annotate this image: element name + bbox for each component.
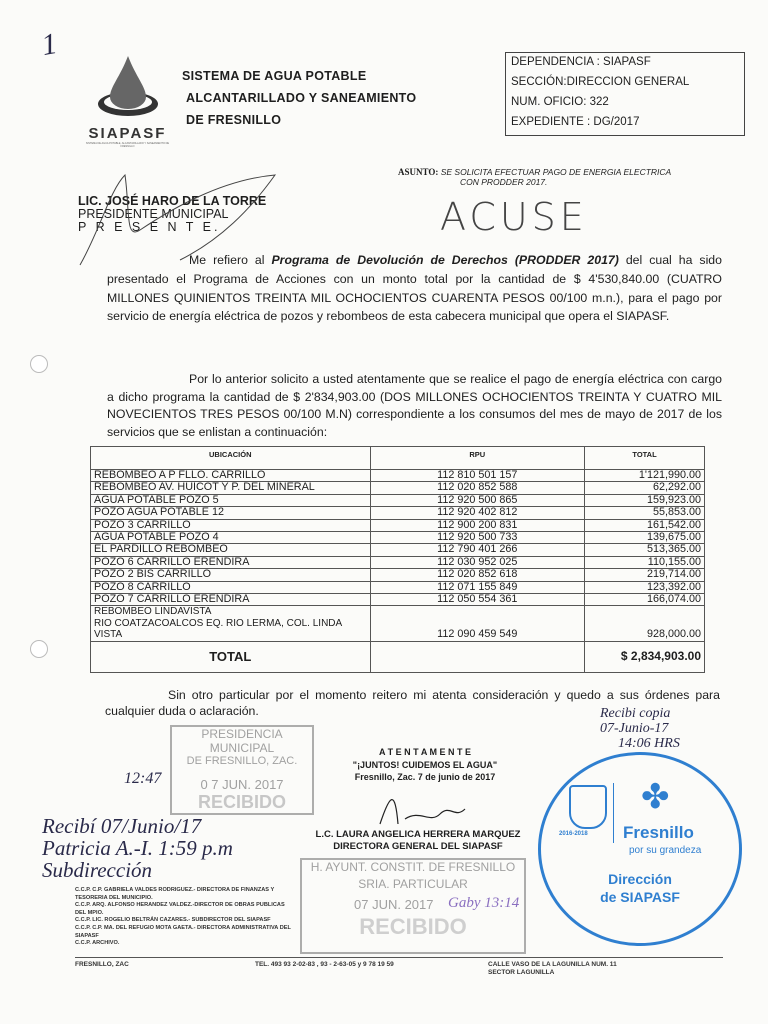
paragraph-2 bbox=[107, 371, 722, 441]
punch-hole bbox=[30, 355, 48, 373]
total-cell: 219,714.00 bbox=[585, 569, 705, 581]
subject-line-2: CON PRODDER 2017. bbox=[460, 177, 548, 187]
recibi-line-3: Subdirección bbox=[42, 858, 153, 882]
col-rpu: RPU bbox=[370, 447, 585, 470]
recibi-copia-3: 14:06 HRS bbox=[618, 736, 680, 751]
subject-label: ASUNTO: bbox=[398, 167, 439, 177]
rpu-cell: 112 020 852 618 bbox=[370, 569, 585, 581]
ccp-item: C.C.P. ARCHIVO. bbox=[75, 940, 120, 947]
ubicacion-cell: POZO 7 CARRILLO ERENDIRA bbox=[91, 594, 371, 606]
org-line-1: SISTEMA DE AGUA POTABLE bbox=[182, 69, 367, 83]
stamp-date: 0 7 JUN. 2017 bbox=[200, 777, 284, 792]
subject-line-1: SE SOLICITA EFECTUAR PAGO DE ENERGIA ELECTRICA bbox=[440, 167, 672, 177]
ccp-list bbox=[75, 887, 295, 948]
blue-brand: Fresnillo bbox=[623, 823, 694, 842]
p3-text: Sin otro particular por el momento reitero mi atenta consideración y quedo a sus órdenes para cualquier duda o aclaración. bbox=[105, 688, 720, 718]
org-line-2: ALCANTARILLADO Y SANEAMIENTO bbox=[186, 91, 417, 105]
logo-subtext: SISTEMA DE AGUA POTABLE, ALCANTARILLADO Y SANEAMIENTO DE FRESNILLO bbox=[85, 142, 170, 148]
siapasf-blue-stamp bbox=[538, 752, 742, 946]
footer-city: FRESNILLO, ZAC bbox=[75, 961, 129, 968]
rpu-cell: 112 920 500 865 bbox=[370, 494, 585, 506]
recibi-copia-1: Recibi copia bbox=[600, 706, 671, 721]
col-ubicacion: UBICACIÓN bbox=[91, 447, 371, 470]
ccp-item: C.C.P. C.P. MA. DEL REFUGIO MOTA GAETA.- DIRECTORA ADMINISTRATIVA DEL SIAPASF bbox=[75, 924, 291, 939]
addressee-title: PRESIDENTE MUNICIPAL bbox=[78, 207, 229, 221]
ayunt-line-1: H. AYUNT. CONSTIT. DE FRESNILLO bbox=[310, 860, 516, 874]
table-row bbox=[91, 544, 705, 556]
ccp-item: C.C.P. C.P. GABRIELA VALDES RODRIGUEZ.- DIRECTORA DE FINANZAS Y TESORERIA DEL MUNICIPIO. bbox=[75, 887, 275, 901]
stamp-line-2: DE FRESNILLO, ZAC. bbox=[186, 755, 298, 767]
total-cell: 62,292.00 bbox=[585, 482, 705, 494]
atentamente: A T E N T A M E N T E bbox=[379, 747, 471, 757]
handwritten-acuse: ACUSE bbox=[440, 195, 588, 239]
ayunt-date: 07 JUN. 2017 bbox=[354, 897, 434, 912]
total-cell: 55,853.00 bbox=[585, 507, 705, 519]
presente: P R E S E N T E. bbox=[78, 220, 221, 234]
blue-tagline: por su grandeza bbox=[629, 845, 702, 856]
seccion: SECCIÓN:DIRECCION GENERAL bbox=[511, 76, 690, 88]
total-cell: 139,675.00 bbox=[585, 532, 705, 544]
table-row bbox=[91, 470, 705, 482]
expediente: EXPEDIENTE : DG/2017 bbox=[511, 116, 640, 128]
signer-name: L.C. LAURA ANGELICA HERRERA MARQUEZ bbox=[315, 829, 521, 840]
ubicacion-cell: POZO 2 BIS CARRILLO bbox=[91, 569, 371, 581]
ubicacion-cell: REBOMBEO A P FLLO. CARRILLO bbox=[91, 470, 371, 482]
ubicacion-cell: POZO 3 CARRILLO bbox=[91, 519, 371, 531]
water-drop-icon bbox=[80, 52, 175, 120]
total-value: $ 2,834,903.00 bbox=[585, 641, 705, 672]
ubicacion-cell: AGUA POTABLE POZO 5 bbox=[91, 494, 371, 506]
total-row bbox=[91, 641, 705, 672]
total-cell: 1'121,990.00 bbox=[585, 470, 705, 482]
rpu-cell: 112 090 459 549 bbox=[370, 606, 585, 641]
punch-hole bbox=[30, 640, 48, 658]
handwritten-recibi bbox=[42, 815, 233, 881]
total-cell: 166,074.00 bbox=[585, 594, 705, 606]
address-line-1: CALLE VASO DE LA LAGUNILLA NUM. 11 bbox=[488, 961, 617, 968]
table-row bbox=[91, 606, 705, 641]
ayunt-line-2: SRIA. PARTICULAR bbox=[358, 877, 468, 891]
flower-icon: ✤ bbox=[641, 778, 670, 816]
total-cell: 513,365.00 bbox=[585, 544, 705, 556]
ccp-item: C.C.P. LIC. ROGELIO BELTRÁN CAZARES.- SUBDIRECTOR DEL SIAPASF bbox=[75, 917, 271, 924]
program-name: Programa de Devolución de Derechos (PRODDER 2017) bbox=[271, 253, 619, 267]
ccp-item: C.C.P. ARQ. ALFONSO HERANDEZ VALDEZ.-DIRECTOR DE OBRAS PUBLICAS DEL MPIO. bbox=[75, 902, 285, 916]
rpu-cell: 112 071 155 849 bbox=[370, 581, 585, 593]
blue-years: 2016-2018 bbox=[559, 831, 588, 837]
handwritten-recibi-copia bbox=[600, 706, 680, 751]
recibi-line-1: Recibí 07/Junio/17 bbox=[42, 814, 202, 838]
table-row bbox=[91, 569, 705, 581]
siapasf-logo bbox=[80, 52, 175, 148]
rpu-cell: 112 030 952 025 bbox=[370, 556, 585, 568]
blue-dept-2: de SIAPASF bbox=[600, 889, 680, 905]
stamp-recibido: RECIBIDO bbox=[197, 792, 286, 812]
total-cell: 110,155.00 bbox=[585, 556, 705, 568]
table-row bbox=[91, 532, 705, 544]
rpu-cell: 112 810 501 157 bbox=[370, 470, 585, 482]
table-row bbox=[91, 556, 705, 568]
ubicacion-cell: POZO 6 CARRILLO ERENDIRA bbox=[91, 556, 371, 568]
blue-dept-1: Dirección bbox=[608, 871, 672, 887]
closing-block bbox=[320, 746, 530, 784]
footer-phone: TEL. 493 93 2-02-83 , 93 - 2-63-05 y 9 78 19 59 bbox=[255, 961, 394, 968]
table-row bbox=[91, 594, 705, 606]
total-cell: 159,923.00 bbox=[585, 494, 705, 506]
dependencia: DEPENDENCIA : SIAPASF bbox=[511, 56, 651, 68]
table-row bbox=[91, 519, 705, 531]
p2-text: Por lo anterior solicito a usted atentamente que se realice el pago de energía eléctrica con cargo a dicho programa la cantidad de $ 2'834,903.00 (DOS MILLONES OCHOCIENTOS TREINTA Y CUATRO MIL NOVECIENTOS TRES PESOS 00/100 M.N) correspondiente a los consumos del mes de mayo de 2017 de los servicios que se enlistan a continuación: bbox=[107, 372, 722, 439]
subject bbox=[398, 167, 671, 187]
table-row bbox=[91, 581, 705, 593]
total-label: TOTAL bbox=[91, 641, 371, 672]
ubicacion-cell: REBOMBEO AV. HUICOT Y P. DEL MINERAL bbox=[91, 482, 371, 494]
table-row bbox=[91, 507, 705, 519]
signer-title: DIRECTORA GENERAL DEL SIAPASF bbox=[333, 841, 503, 852]
stamp-line-1: PRESIDENCIA MUNICIPAL bbox=[201, 727, 283, 755]
total-cell: 161,542.00 bbox=[585, 519, 705, 531]
services-table bbox=[90, 446, 705, 673]
rpu-cell: 112 920 500 733 bbox=[370, 532, 585, 544]
place-date: Fresnillo, Zac. 7 de junio de 2017 bbox=[354, 772, 496, 782]
handwritten-gaby: Gaby 13:14 bbox=[448, 895, 520, 911]
motto: "¡JUNTOS! CUIDEMOS EL AGUA" bbox=[352, 759, 498, 770]
presidencia-stamp bbox=[170, 725, 314, 815]
recibi-line-2: Patricia A.-I. 1:59 p.m bbox=[42, 836, 233, 860]
reference-box bbox=[505, 52, 745, 136]
ubicacion-line-1: REBOMBEO LINDAVISTA bbox=[94, 606, 212, 618]
rpu-cell: 112 050 554 361 bbox=[370, 594, 585, 606]
rpu-cell: 112 020 852 588 bbox=[370, 482, 585, 494]
total-cell: 123,392.00 bbox=[585, 581, 705, 593]
logo-text: SIAPASF bbox=[88, 125, 167, 142]
table-row bbox=[91, 482, 705, 494]
handwritten-mark: 1 bbox=[39, 26, 60, 63]
total-cell: 928,000.00 bbox=[585, 606, 705, 641]
rpu-cell: 112 900 200 831 bbox=[370, 519, 585, 531]
recibi-copia-2: 07-Junio-17 bbox=[600, 721, 669, 736]
ubicacion-cell: POZO AGUA POTABLE 12 bbox=[91, 507, 371, 519]
ayunt-recibido: RECIBIDO bbox=[359, 914, 467, 939]
col-total: TOTAL bbox=[585, 447, 705, 470]
addressee-name: LIC. JOSÉ HARO DE LA TORRE bbox=[78, 194, 267, 208]
table-row bbox=[91, 494, 705, 506]
p1-text-c: del cual ha sido presentado el Programa de Acciones con un monto total por la cantidad de $ 4'530,840.00 (CUATRO MILLONES QUINIENTOS TREINTA MIL OCHOCIENTOS CUARENTA PESOS 00/100 m.n.), para el pago por servicio de energía eléctrica de pozos y rebombeos de esta cabecera municipal que opera el SIAPASF. bbox=[107, 253, 722, 324]
p1-text-a: Me refiero al bbox=[189, 253, 272, 267]
address-line-2: SECTOR LAGUNILLA bbox=[488, 969, 555, 976]
rpu-cell: 112 920 402 812 bbox=[370, 507, 585, 519]
ubicacion-line-2: RIO COATZACOALCOS EQ. RIO LERMA, COL. LINDA VISTA bbox=[94, 617, 342, 641]
signer-block bbox=[300, 829, 536, 853]
coat-of-arms-icon bbox=[569, 785, 607, 829]
ubicacion-cell: EL PARDILLO REBOMBEO bbox=[91, 544, 371, 556]
rpu-cell: 112 790 401 266 bbox=[370, 544, 585, 556]
paragraph-1 bbox=[107, 251, 722, 326]
director-signature bbox=[370, 784, 480, 828]
stamp-time: 12:47 bbox=[124, 770, 162, 787]
num-oficio: NUM. OFICIO: 322 bbox=[511, 96, 609, 108]
footer-divider bbox=[75, 957, 723, 958]
org-line-3: DE FRESNILLO bbox=[186, 113, 282, 127]
ubicacion-cell: POZO 8 CARRILLO bbox=[91, 581, 371, 593]
ubicacion-cell: AGUA POTABLE POZO 4 bbox=[91, 532, 371, 544]
footer-address bbox=[488, 961, 617, 977]
